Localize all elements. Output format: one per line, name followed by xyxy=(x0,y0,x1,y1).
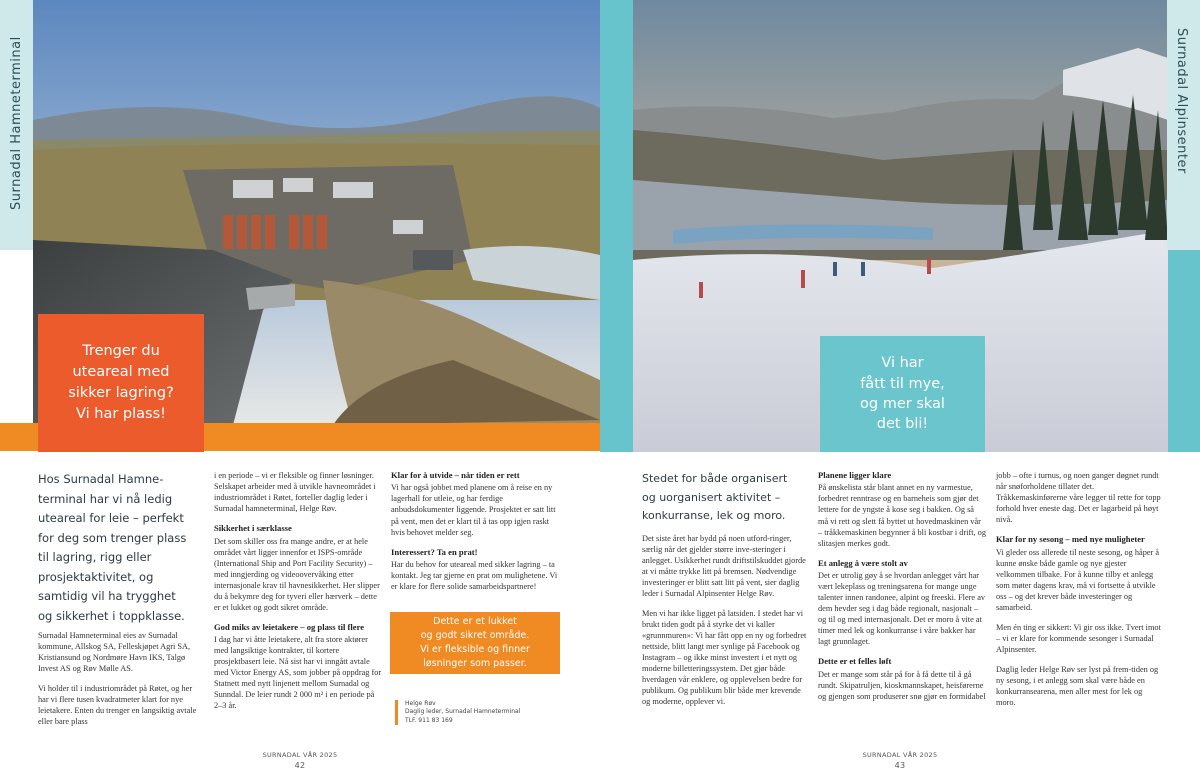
page-number: 42 xyxy=(294,761,306,770)
page-footer xyxy=(250,751,350,770)
text-column-2 xyxy=(214,470,382,720)
section-heading: Planene ligger klare xyxy=(818,470,892,480)
section-tab-label: Surnadal Hamneterminal xyxy=(9,36,24,210)
section-heading: God miks av leietakere – og plass til flere xyxy=(214,621,365,632)
paragraph: Vi holder til i industriområdet på Røtet, og her har vi flere tusen kvadratmeter klart for nye leietakere. Enten du trenger en langsiktig avtale eller bare plass xyxy=(38,684,197,727)
quote-callout xyxy=(390,612,560,674)
article-section xyxy=(818,470,986,549)
article-section xyxy=(214,622,382,712)
paragraph: jobb – ofte i turnus, og noen ganger døgnet rundt når snøforholdene tillater det. Tråkkemaskinførerne våre legger til rette for topp forhold hver eneste dag. Det er lagarbeid på høyt nivå. xyxy=(996,471,1161,525)
intro-text: Stedet for både organisert og uorganisert aktivitet – konkurranse, lek og moro. xyxy=(642,472,788,523)
accent-bar xyxy=(600,0,633,452)
text-column-2 xyxy=(818,470,986,711)
section-heading: Et anlegg å være stolt av xyxy=(818,557,908,568)
section-heading: Klar for ny sesong – med nye muligheter xyxy=(996,534,1145,545)
article-section xyxy=(391,547,560,593)
contact-signature xyxy=(395,700,555,725)
section-heading: Sikkerhet i særklasse xyxy=(214,523,292,534)
paragraph: Men vi har ikke ligget på latsiden. I stedet har vi brukt tiden godt på å styrke det vi kaller «grunnmuren»: Vi har fått opp en ny og forbedret nettside, blitt langt mer synlige på Facebook og Instagram – og ikke minst investert i et nytt og moderne billetteringssystem. Det gjør både hverdagen vår enklere, og opplevelsen bedre for publikum. Og publikum blir både mer krevende og moderne, opplever vi. xyxy=(642,609,807,707)
page-footer xyxy=(850,751,950,770)
article-section xyxy=(391,470,560,538)
paragraph: Vi har også jobbet med planene om å reise en ny lagerhall for utleie, og har ferdige anbudsdokumenter liggende. Prosjektet er satt litt på vent, men det er klart til å tas opp igjen raskt hvis behovet melder seg. xyxy=(391,483,556,537)
text-column-3 xyxy=(391,470,560,601)
headline-callout-text: Trenger du uteareal med sikker lagring? Vi har plass! xyxy=(68,342,174,423)
paragraph: Har du behov for uteareal med sikker lagring – ta kontakt. Jeg tar gjerne en prat om mulighetene. Vi er klare for flere solide samarbeidspartnere! xyxy=(391,560,558,592)
paragraph: i en periode – vi er fleksible og finner løsninger. Selskapet arbeider med å utvikle havneområdet i industriområdet i Røtet, forteller daglig leder i Surnadal hamneterminal, Helge Røv. xyxy=(214,471,376,514)
section-tab xyxy=(0,0,33,250)
section-tab-label: Surnadal Alpinsenter xyxy=(1174,28,1189,174)
intro-text: Hos Surnadal Hamne- terminal har vi nå ledig uteareal for leie – perfekt for deg som trenger plass til lagring, rigg eller prosjektaktivitet, og samtidig vil ha trygghet og sikkerhet i toppklasse. xyxy=(38,472,187,623)
paragraph: Daglig leder Helge Røv ser lyst på frem-tiden og ny sesong, i et anlegg som skal være både en konkurransearena, men aller mest for lek og moro. xyxy=(996,664,1159,707)
paragraph: Det er utrolig gøy å se hvordan anlegget vårt har vært lekeplass og treningsarena for mange unge talenter innen randonee, alpint og freeski. Flere av dem hevder seg i dag både regionalt, nasjonalt – og til og med internasjonalt. Det er moro å vite at timer med lek og konkurranse i våre bakker har lagt grunnlaget. xyxy=(818,571,986,647)
section-heading: Interessert? Ta en prat! xyxy=(391,546,478,557)
paragraph: Det er mange som står på for å få dette til å gå rundt. Skipatruljen, kioskmannskapet, heisførerne og gjengen som produserer snø gjør en formidabel xyxy=(818,669,986,701)
paragraph: Det som skiller oss fra mange andre, er at hele området vårt ligger innenfor et ISPS-område (International Ship and Port Facility Security) – med inngjerding og videoovervåking etter internasjonale krav til havnesikkerhet. Her slipper du å bekymre deg for tyveri eller hærverk – dette er et lukket og godt sikret område. xyxy=(214,536,380,612)
headline-callout xyxy=(38,314,204,452)
page-number: 43 xyxy=(894,761,906,770)
article-section xyxy=(214,523,382,613)
article-section xyxy=(996,534,1162,613)
headline-callout xyxy=(820,336,985,452)
text-column-3 xyxy=(996,470,1162,717)
paragraph: Men én ting er sikkert: Vi gir oss ikke. Tvert imot – vi er klare for kommende sesonger i Surnadal Alpinsenter. xyxy=(996,622,1161,654)
article-section xyxy=(818,558,986,648)
paragraph: Vi gleder oss allerede til neste sesong, og håper å kunne ønske både gamle og nye gjester velkommen tilbake. For å kunne tilby et anlegg som møter dagens krav, må vi fortsette å utvikle oss – og det krever både investeringer og samarbeid. xyxy=(996,547,1160,612)
contact-name: Helge Røv xyxy=(405,700,436,707)
magazine-name: SURNADAL VÅR 2025 xyxy=(262,751,338,759)
contact-phone: TLF. 911 83 169 xyxy=(405,716,453,724)
paragraph: I dag har vi åtte leietakere, alt fra store aktører med langsiktige kontrakter, til kortere prosjektbasert leie. Nå sist har vi inngått avtale med Victor Energy AS, som jobber på oppdrag for Statnett med nytt linjenett mellom Surnadal og Sunndal. De leier rundt 2 000 m² i en periode på 2–3 år. xyxy=(214,635,382,711)
paragraph: Surnadal Hamneterminal eies av Surnadal kommune, Allskog SA, Felleskjøpet Agri SA, Kristiansund og Nordmøre Havn IKS, Talgø Invest AS og Røv Mølle AS. xyxy=(38,631,191,674)
text-column-1 xyxy=(38,630,204,736)
text-column-1 xyxy=(642,533,810,716)
article-section xyxy=(818,656,986,702)
magazine-name: SURNADAL VÅR 2025 xyxy=(862,751,938,759)
accent-bar xyxy=(1168,250,1200,452)
section-heading: Klar for å utvide – når tiden er rett xyxy=(391,470,520,480)
paragraph: På ønskelista står blant annet en ny varmestue, forbedret renntrase og en barneheis som gjør det lettere for de yngste å kose seg i bakken. Og så må vi rett og slett få byttet ut hovedmaskinen vår – tråkkemaskinen begynner å bli kostbar i drift, og slitasjen merkes godt. xyxy=(818,483,986,548)
paragraph: Det siste året har bydd på noen utford-ringer, særlig når det gjelder større inve-steringer i anlegget. Usikkerhet rundt driftstilskuddet gjorde at vi måtte trykke litt på bremsen. Nødvendige investeringer er blitt satt litt på vent, sier daglig leder i Surnadal Alpinsenter Helge Røv. xyxy=(642,534,806,599)
quote-callout-text: Dette er et lukket og godt sikret område. Vi er fleksible og finner løsninger som passer. xyxy=(420,616,530,669)
headline-callout-text: Vi har fått til mye, og mer skal det bli! xyxy=(860,355,945,433)
contact-title: Daglig leder, Surnadal Hamneterminal xyxy=(405,708,521,716)
section-heading: Dette er et felles løft xyxy=(818,656,892,667)
section-tab xyxy=(1167,0,1200,250)
